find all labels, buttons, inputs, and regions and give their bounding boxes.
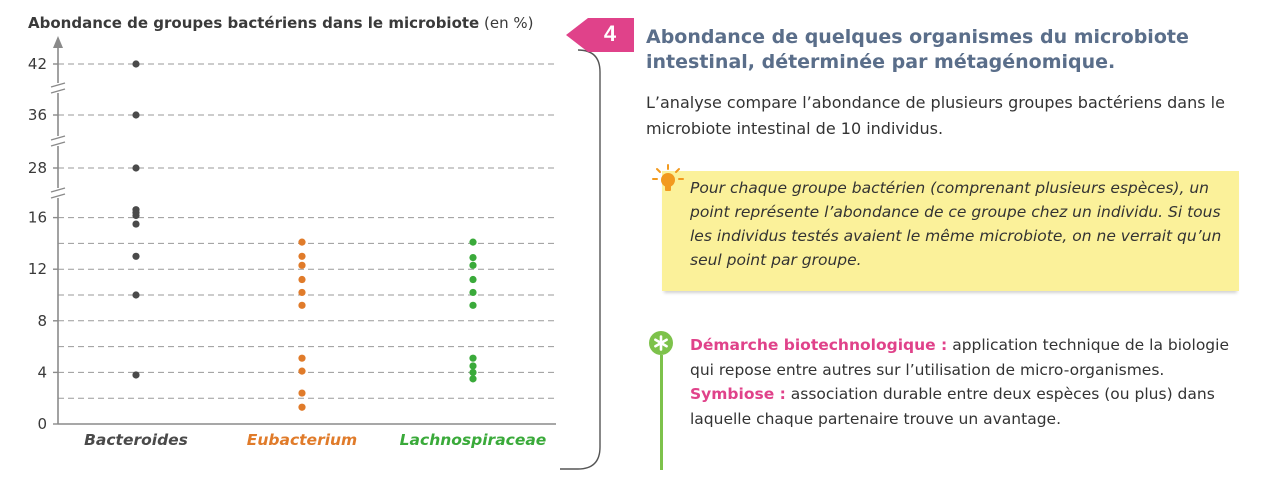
section-title: Abondance de quelques organismes du microbiote intestinal, déterminée par métagénomique. — [646, 26, 1189, 73]
category-label: Eubacterium — [246, 431, 358, 449]
glossary-definition: application technique de la biologie qui repose entre autres sur l’utilisation de micro-organismes. — [690, 336, 1229, 379]
glossary — [690, 333, 1250, 431]
data-point — [132, 253, 139, 260]
data-point — [298, 368, 305, 375]
y-tick-label: 28 — [27, 159, 47, 177]
data-point — [469, 262, 476, 269]
y-tick-label: 16 — [27, 208, 47, 227]
y-tick-label: 4 — [37, 363, 47, 382]
data-point — [298, 404, 305, 411]
data-point — [132, 111, 139, 118]
data-point — [298, 355, 305, 362]
data-point — [132, 371, 139, 378]
data-point — [469, 355, 476, 362]
data-point — [469, 369, 476, 376]
data-point — [132, 164, 139, 171]
data-point — [469, 362, 476, 369]
data-point — [132, 220, 139, 227]
data-point — [298, 253, 305, 260]
glossary-definition: association durable entre deux espèces (ou plus) dans laquelle chaque partenaire trouve un avantage. — [690, 385, 1215, 428]
lightbulb-icon — [651, 163, 685, 197]
glossary-term: Symbiose : — [690, 385, 786, 403]
y-tick-label: 12 — [27, 260, 47, 279]
data-point — [132, 212, 139, 219]
y-tick-label: 0 — [37, 415, 47, 433]
glossary-line — [660, 355, 663, 470]
chart-title-text: Abondance de groupes bactériens dans le microbiote — [28, 14, 480, 32]
data-point — [298, 239, 305, 246]
glossary-term: Démarche biotechnologique : — [690, 336, 948, 354]
data-point — [298, 276, 305, 283]
data-point — [469, 302, 476, 309]
data-point — [469, 254, 476, 261]
glossary-item-symbiose — [690, 382, 1250, 431]
data-point — [298, 302, 305, 309]
y-tick-label: 36 — [27, 106, 47, 124]
category-label: Lachnospiraceae — [399, 431, 547, 449]
data-point — [469, 239, 476, 246]
data-point — [298, 289, 305, 296]
scatter-chart — [0, 0, 620, 491]
data-point — [298, 389, 305, 396]
asterisk-icon — [648, 330, 674, 356]
data-point — [469, 375, 476, 382]
data-point — [132, 291, 139, 298]
data-point — [469, 289, 476, 296]
glossary-item-biotech — [690, 333, 1250, 382]
y-tick-label: 42 — [27, 55, 47, 73]
chart-title-unit: (en %) — [484, 14, 534, 32]
y-tick-label: 8 — [37, 311, 47, 330]
tip-text: Pour chaque groupe bactérien (comprenant plusieurs espèces), un point représente l’abondance de ce groupe chez un individu. Si tous les individus testés avaient le même microbiote, on ne verrait qu’un seul point par groupe. — [690, 179, 1222, 269]
data-point — [469, 276, 476, 283]
data-point — [132, 60, 139, 67]
category-label: Bacteroides — [84, 431, 188, 449]
section-description: L’analyse compare l’abondance de plusieurs groupes bactériens dans le microbiote intestinal de 10 individus. — [646, 93, 1225, 138]
data-point — [298, 262, 305, 269]
y-axis-arrow — [53, 36, 63, 48]
frame-curve — [560, 50, 600, 469]
section-number: 4 — [603, 21, 617, 46]
